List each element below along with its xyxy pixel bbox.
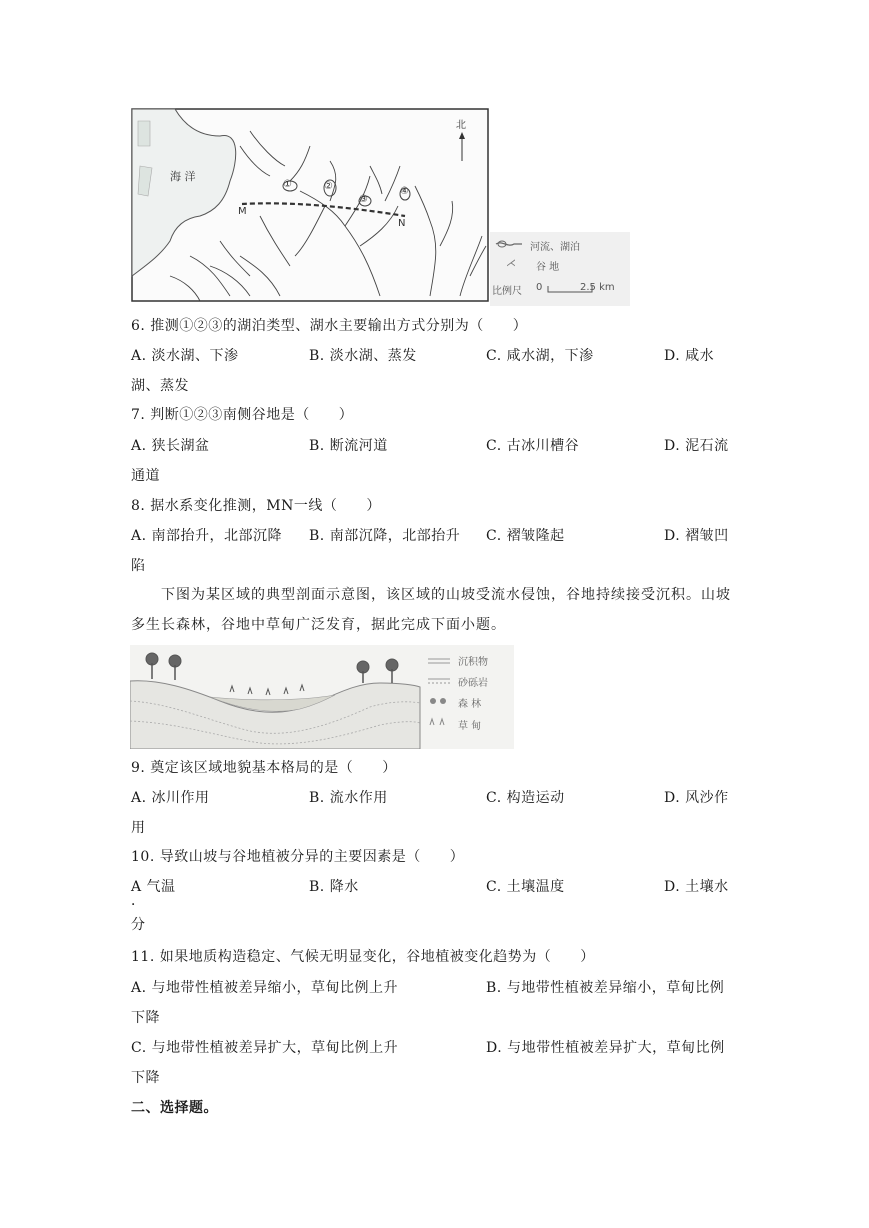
ocean-label: 海 洋 [170,170,196,183]
scale-value: 2.5 km [580,282,615,293]
question-10-option-a-dot: ． [131,893,146,909]
question-6-option-d-wrap: 湖、蒸发 [131,378,189,394]
lake-label-3: ③ [359,194,368,205]
question-11-option-c[interactable]: C. 与地带性植被差异扩大，草甸比例上升 [131,1040,399,1056]
question-10-option-d[interactable]: D. 土壤水 [664,879,729,895]
valley-legend-icon: ⋌ [506,258,516,269]
cross-section-figure [130,645,514,749]
lake-label-1: ① [283,179,292,190]
question-7-option-c[interactable]: C. 古冰川槽谷 [486,438,580,454]
passage-text: 下图为某区域的典型剖面示意图，该区域的山坡受流水侵蚀，谷地持续接受沉积。山坡多生长森林，谷地中草甸广泛发育，据此完成下面小题。 [131,587,731,633]
question-8-stem: 8. 据水系变化推测，MN一线（ ） [131,498,381,514]
question-7-option-d-wrap: 通道 [131,468,160,484]
question-8-option-d-wrap: 陷 [131,558,146,574]
question-11-option-a[interactable]: A. 与地带性植被差异缩小，草甸比例上升 [131,980,399,996]
point-m-label: M [238,206,247,217]
question-8-option-c[interactable]: C. 褶皱隆起 [486,528,565,544]
map-legend [490,232,630,306]
river-map-figure [130,106,630,306]
question-11-option-d[interactable]: D. 与地带性植被差异扩大，草甸比例 [486,1040,725,1056]
question-10-option-c[interactable]: C. 土壤温度 [486,879,565,895]
question-8-option-a[interactable]: A. 南部抬升，北部沉降 [131,528,283,544]
question-10-option-b[interactable]: B. 降水 [309,879,359,895]
question-7-option-d[interactable]: D. 泥石流 [664,438,729,454]
question-6-option-c[interactable]: C. 咸水湖，下渗 [486,348,594,364]
question-6-option-a[interactable]: A. 淡水湖、下渗 [131,348,239,364]
question-6-option-b[interactable]: B. 淡水湖、蒸发 [309,348,417,364]
legend-river-label: 河流、湖泊 [530,242,580,253]
question-8-option-d[interactable]: D. 褶皱凹 [664,528,729,544]
river-legend-icon [494,238,524,250]
question-10-stem: 10. 导致山坡与谷地植被分异的主要因素是（ ） [131,849,465,865]
question-6-stem: 6. 推测①②③的湖泊类型、湖水主要输出方式分别为（ ） [131,318,528,334]
question-10-option-a[interactable]: A 气温 [131,879,176,895]
question-8-option-b[interactable]: B. 南部沉降，北部抬升 [309,528,461,544]
lake-label-2: ② [324,181,333,192]
legend-scale-label: 比例尺 [492,286,522,297]
question-7-option-a[interactable]: A. 狭长湖盆 [131,438,210,454]
section-heading: 二、选择题。 [131,1100,218,1116]
question-9-option-a[interactable]: A. 冰川作用 [131,790,210,806]
scale-zero: 0 [536,282,543,293]
legend-sediment: 沉积物 [458,657,488,668]
question-7-stem: 7. 判断①②③南侧谷地是（ ） [131,407,354,423]
question-11-option-b[interactable]: B. 与地带性植被差异缩小，草甸比例 [486,980,725,996]
legend-meadow: 草 甸 [458,721,482,732]
lake-label-4: ④ [400,186,409,197]
question-9-option-d[interactable]: D. 风沙作 [664,790,729,806]
legend-forest: 森 林 [458,699,482,710]
question-11-stem: 11. 如果地质构造稳定、气候无明显变化，谷地植被变化趋势为（ ） [131,949,595,965]
legend-sandstone: 砂砾岩 [458,678,488,689]
question-9-option-c[interactable]: C. 构造运动 [486,790,565,806]
question-6-option-d[interactable]: D. 咸水 [664,348,715,364]
question-9-option-d-wrap: 用 [131,820,146,836]
question-10-option-d-wrap: 分 [131,917,146,933]
legend-valley-label: 谷 地 [536,262,560,273]
question-9-stem: 9. 奠定该区域地貌基本格局的是（ ） [131,760,397,776]
question-11-option-d-wrap: 下降 [131,1070,160,1086]
cross-section-drawing [130,645,514,749]
question-11-option-b-wrap: 下降 [131,1010,160,1026]
point-n-label: N [398,218,406,229]
question-7-option-b[interactable]: B. 断流河道 [309,438,388,454]
question-9-option-b[interactable]: B. 流水作用 [309,790,388,806]
north-label: 北 [456,120,466,131]
